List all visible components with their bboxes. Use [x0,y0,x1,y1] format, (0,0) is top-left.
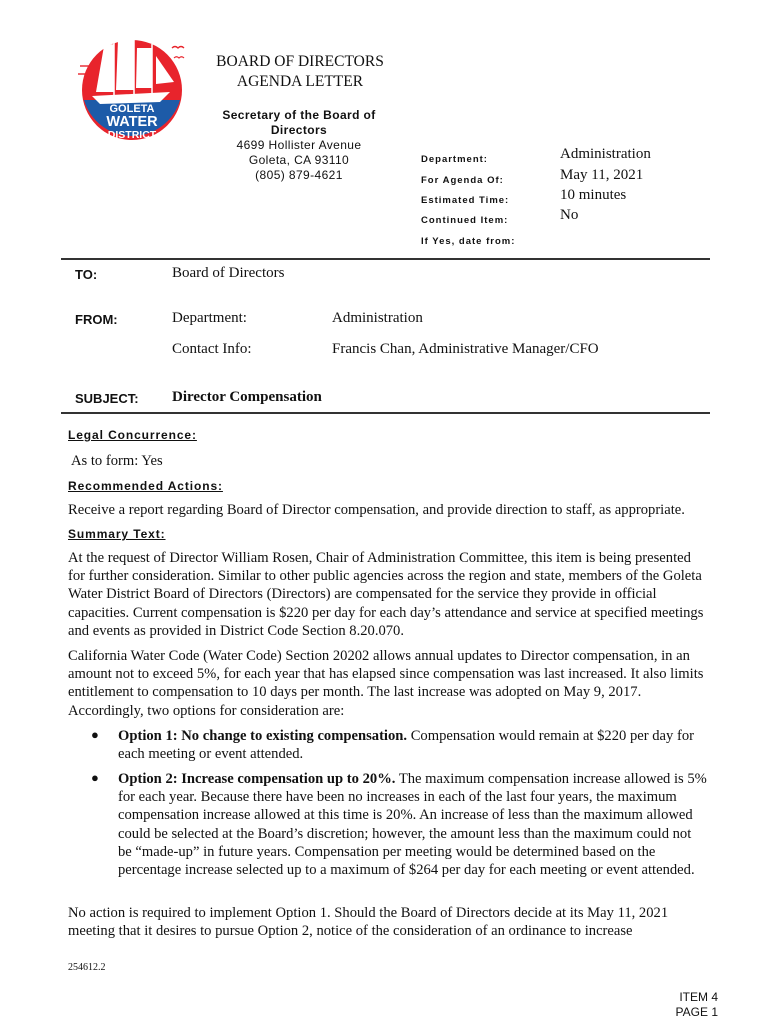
subject-label: SUBJECT: [75,391,139,406]
item-number: ITEM 4 [679,990,718,1004]
continued-label: Continued Item: [421,215,509,226]
time-label: Estimated Time: [421,195,510,206]
to-value: Board of Directors [172,265,285,281]
address-line2: Goleta, CA 93110 [248,153,350,167]
logo-text-district: DISTRICT [107,129,157,141]
time-value: 10 minutes [560,187,627,203]
from-department-value: Administration [332,310,423,326]
contact-value: Francis Chan, Administrative Manager/CFO [332,341,599,357]
closing-paragraph: No action is required to implement Option 1. Should the Board of Directors decide at its May 11, 2021 meeting that it desires to pursue Option 2, notice of the consideration of an ordinance to increase [68,905,669,940]
continued-value: No [560,207,579,223]
summary-paragraph-1: At the request of Director William Rosen, Chair of Administration Committee, this item is being presented for further consideration. Similar to other public agencies across the region and state, members of the Goleta Water District Board of Directors (Directors) are compensated for the service they provide in official capacities. Current compensation is $220 per day for each day’s attendance and service at specified meetings and events as provided in District Code Section 8.20.070. [68,550,704,639]
contact-label: Contact Info: [172,341,252,357]
bullet-icon: ● [91,727,99,742]
sail-3 [136,48,152,88]
option-2-description: The maximum compensation increase allowed is 5% for each year. Because there have been no increases in each of the last four years, the maximum compensation increase allowed at this time is 20%. An increase of less than the maximum allowed could be selected at the Board’s discretion; however, the amount less than the maximum could not be “made-up” in future years. Compensation per meeting would be determined based on the percentage increase selected up to a maximum of $264 per day for each meeting or event attended. [118,771,707,879]
department-value: Administration [560,146,651,162]
agenda-value: May 11, 2021 [560,167,644,183]
to-label: TO: [75,267,98,282]
option-1-item [118,727,708,763]
secretary-line2: Directors [270,123,328,137]
summary-paragraph-2: California Water Code (Water Code) Section 20202 allows annual updates to Director compensation, in an amount not to exceed 5%, for each year that has elapsed since compensation was last increased. It also limits entitlement to compensation to 10 days per month. The last increase was adopted on May 9, 2017. Accordingly, two options for consideration are: [68,648,704,719]
from-department-label: Department: [172,310,247,326]
subject-divider [61,412,710,414]
header-divider [61,258,710,260]
logo-text-goleta: GOLETA [109,103,155,115]
legal-concurrence-heading: Legal Concurrence: [68,428,197,442]
page-title-line2: AGENDA LETTER [236,73,364,90]
document-number: 254612.2 [68,962,106,973]
page-title-line1: BOARD OF DIRECTORS [216,53,384,70]
legal-concurrence-text: As to form: Yes [71,453,163,469]
phone-number: (805) 879-4621 [255,168,343,182]
bullet-icon: ● [91,770,99,785]
from-label: FROM: [75,312,118,327]
page-number: PAGE 1 [675,1005,718,1019]
summary-text-heading: Summary Text: [68,527,166,541]
sail-2 [116,38,134,90]
option-2-item [118,770,708,879]
address-line1: 4699 Hollister Avenue [236,138,362,152]
ifyes-label: If Yes, date from: [421,236,516,247]
recommended-actions-text: Receive a report regarding Board of Director compensation, and provide direction to staff, as appropriate. [68,502,685,518]
goleta-water-district-logo [74,26,186,166]
option-2-title: Option 2: Increase compensation up to 20%. [118,771,396,787]
subject-value: Director Compensation [172,389,322,405]
agenda-label: For Agenda Of: [421,175,504,186]
option-1-title: Option 1: No change to existing compensation. [118,728,408,744]
option-1-description: Compensation would remain at $220 per day for each meeting or event attended. [118,728,694,763]
logo-text-water: WATER [106,114,158,130]
secretary-line1: Secretary of the Board of [222,108,376,122]
department-label: Department: [421,154,488,165]
recommended-actions-heading: Recommended Actions: [68,479,223,493]
